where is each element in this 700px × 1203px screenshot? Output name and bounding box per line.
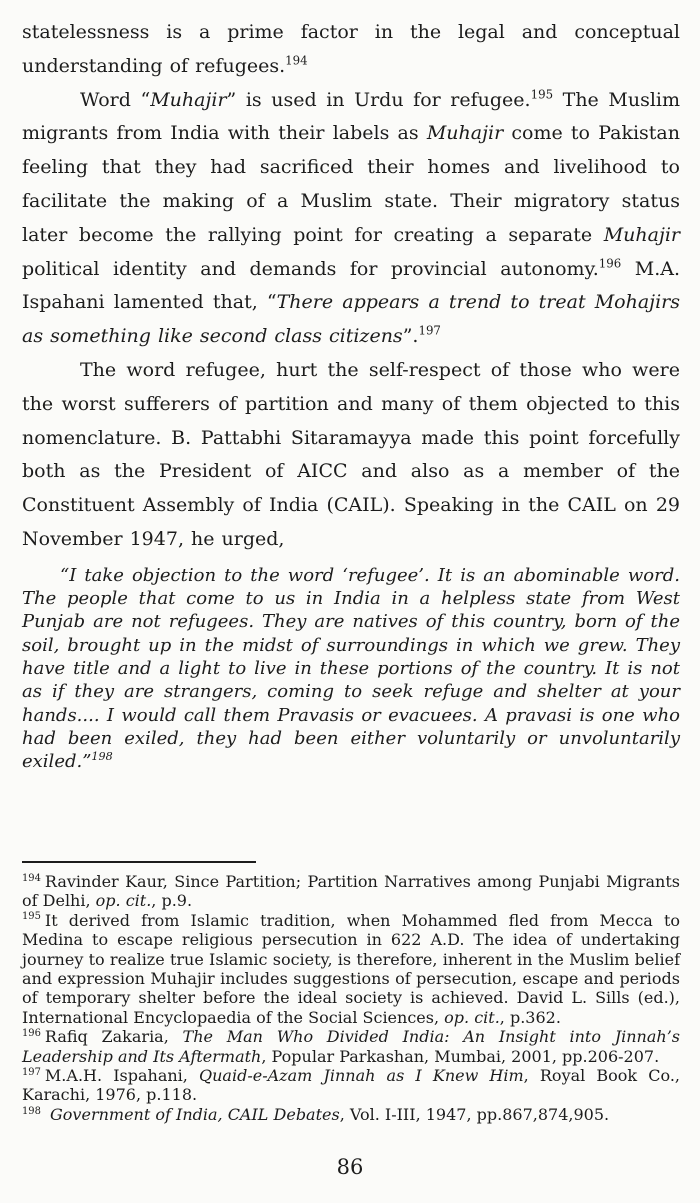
footnote <box>22 1027 680 1066</box>
footnote <box>22 911 680 1027</box>
body-paragraph <box>22 16 680 84</box>
italic-text: The Man Who Divided India: An Insight into Jinnah’s Leadership and Its Aftermath <box>22 1027 680 1066</box>
italic-text: Muhajir <box>150 88 227 111</box>
text-run: M.A. Ispahani lamented that, “ <box>22 257 680 314</box>
text-run: political identity and demands for provincial autonomy. <box>22 257 599 280</box>
italic-text: op. cit. <box>444 1007 500 1027</box>
footnote-number: 194 <box>22 872 41 884</box>
footnote-ref: 194 <box>285 53 308 68</box>
footnote-ref: 198 <box>91 750 113 764</box>
text-run: come to Pakistan feeling that they had sacrificed their homes and livelihood to facilitate the making of a Muslim state. Their migratory status later become the rallying point for creating a separate <box>22 122 680 246</box>
text-run: , p.362. <box>499 1007 561 1027</box>
footnote-number: 196 <box>22 1027 41 1039</box>
text-run: ” is used in Urdu for refugee. <box>226 88 531 111</box>
text-run: Ravinder Kaur, Since Partition; Partition Narratives among Punjabi Migrants of Delhi, <box>22 872 680 911</box>
text-run: M.A.H. Ispahani, <box>44 1066 199 1086</box>
footnotes-list <box>22 872 680 1124</box>
text-run: The word refugee, hurt the self-respect of those who were the worst sufferers of partition and many of them objected to this nomenclature. B. Pattabhi Sitaramayya made this point forcefully both as the President of AICC and also as a member of the Constituent Assembly of India (CAIL). Speaking in the CAIL on 29 November 1947, he urged, <box>22 358 680 550</box>
text-run: statelessness is a prime factor in the legal and conceptual understanding of refugees. <box>22 21 680 77</box>
footnote-number: 195 <box>22 911 41 923</box>
footnote-separator <box>22 861 256 863</box>
body-paragraph <box>22 84 680 354</box>
footnote <box>22 1066 680 1105</box>
text-run: , Popular Parkashan, Mumbai, 2001, pp.206-207. <box>261 1046 660 1066</box>
text-run: , p.9. <box>151 891 193 911</box>
footnote-ref: 196 <box>598 256 622 271</box>
italic-text: Muhajir <box>426 122 504 145</box>
footnote-number: 198 <box>22 1105 41 1117</box>
footnote <box>22 1105 680 1124</box>
italic-text: Government of India, CAIL Debates <box>50 1104 340 1124</box>
italic-text: “I take objection to the word ‘refugee’. It is an abominable word. The people that come to us in India in a helpless state from West Punjab are not refugees. They are natives of this country, born of the soil, brought up in the midst of surroundings in which we grew. They have title and a light to live in these portions of the country. It is not as if they are strangers, coming to seek refuge and shelter at your hands.... I would call them Pravasis or evacuees. A pravasi is one who had been exiled, they had been either voluntarily or unvoluntarily exiled.” <box>22 564 680 773</box>
italic-text: Quaid-e-Azam Jinnah as I Knew Him <box>199 1066 524 1086</box>
text-run: Word “ <box>80 88 151 111</box>
text-run: It derived from Islamic tradition, when Mohammed fled from Mecca to Medina to escape religious persecution in 622 A.D. The idea of undertaking journey to realize true Islamic society, is therefore, inherent in the Muslim belief and expression Muhajir includes suggestions of persecution, escape and periods of temporary shelter before the ideal society is achieved. David L. Sills (ed.), International Encyclopaedia of the Social Sciences, <box>22 910 680 1027</box>
footnote-ref: 195 <box>530 87 554 102</box>
text-run: , Vol. I-III, 1947, pp.867,874,905. <box>339 1104 610 1124</box>
page-number: 86 <box>336 1155 364 1179</box>
text-run: The Muslim migrants from India with their labels as <box>22 88 680 145</box>
text-run: , Royal Book Co., Karachi, 1976, p.118. <box>22 1066 681 1105</box>
body-text <box>22 16 680 773</box>
body-paragraph <box>22 354 680 557</box>
block-quote <box>22 564 680 774</box>
footnote-number: 197 <box>22 1066 41 1078</box>
footnote <box>22 872 680 911</box>
text-run: Rafiq Zakaria, <box>44 1027 183 1047</box>
italic-text: Muhajir <box>603 223 680 246</box>
footnote-ref: 197 <box>418 323 441 338</box>
text-run: ”. <box>402 325 419 348</box>
italic-text: op. cit. <box>95 891 152 911</box>
italic-text: There appears a trend to treat Mohajirs as something like second class citizens <box>22 291 680 348</box>
